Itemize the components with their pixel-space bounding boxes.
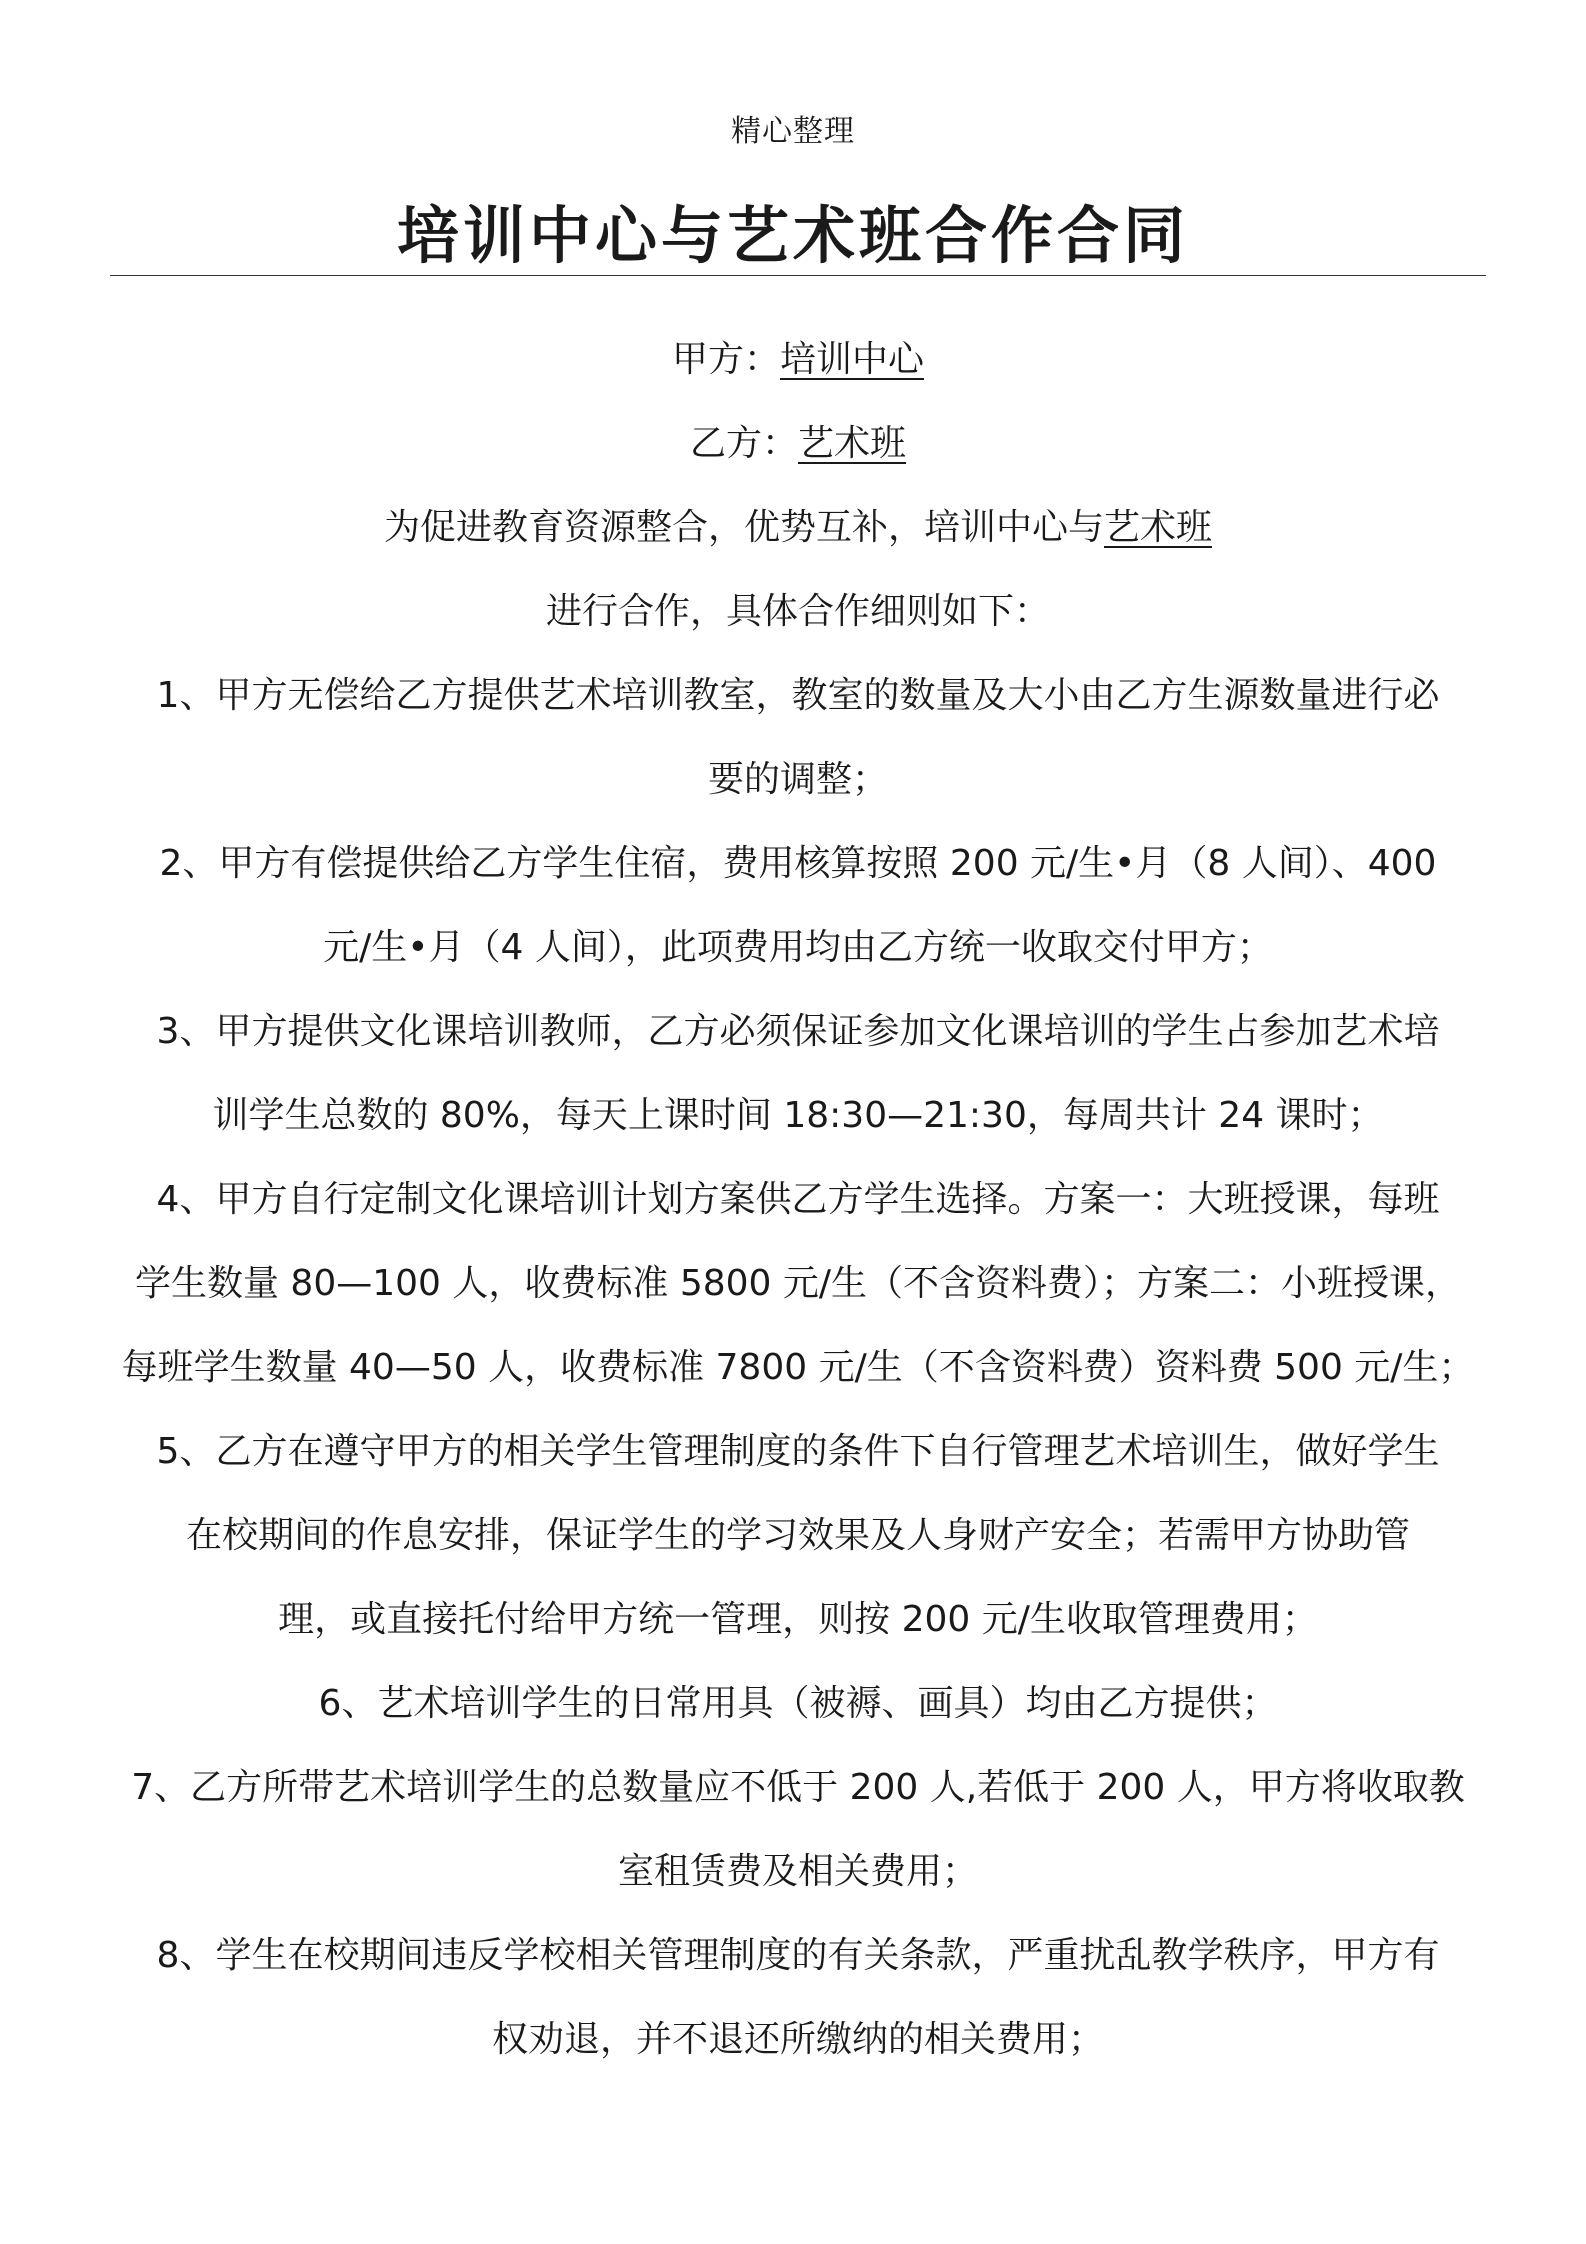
party-b-label: 乙方：: [689, 423, 798, 464]
party-b-line: [110, 402, 1486, 486]
clause-4-line-3: 每班学生数量 40—50 人，收费标准 7800 元/生（不含资料费）资料费 500 元/生；: [121, 1347, 1475, 1388]
clause-6-line-1: 6、艺术培训学生的日常用具（被褥、画具）均由乙方提供；: [318, 1683, 1278, 1724]
header-note: 精心整理: [731, 114, 855, 149]
clause-5-line-1: 5、乙方在遵守甲方的相关学生管理制度的条件下自行管理艺术培训生，做好学生: [156, 1431, 1440, 1472]
clause-4-line-1: 4、甲方自行定制文化课培训计划方案供乙方学生选择。方案一：大班授课，每班: [156, 1179, 1440, 1220]
contract-body: [110, 318, 1486, 2082]
clause-5-line-3: 理，或直接托付给甲方统一管理，则按 200 元/生收取管理费用；: [278, 1599, 1318, 1640]
clause-7-line-2: 室租赁费及相关费用；: [617, 1851, 978, 1892]
clause-3-line-1: 3、甲方提供文化课培训教师，乙方必须保证参加文化课培训的学生占参加艺术培: [156, 1011, 1440, 1052]
party-b-name: 艺术班: [798, 423, 907, 464]
clause-4-line-2: 学生数量 80—100 人，收费标准 5800 元/生（不含资料费）；方案二：小班授课，: [134, 1263, 1462, 1304]
party-a-label: 甲方：: [671, 339, 780, 380]
intro-line-2: 进行合作，具体合作细则如下：: [545, 591, 1050, 632]
clause-2-line-1: 2、甲方有偿提供给乙方学生住宿，费用核算按照 200 元/生•月（8 人间）、400: [159, 843, 1437, 884]
intro-text: 为促进教育资源整合，优势互补，培训中心与: [383, 507, 1104, 548]
title-divider: [110, 275, 1486, 276]
party-a-name: 培训中心: [780, 339, 925, 380]
clause-7-line-1: 7、乙方所带艺术培训学生的总数量应不低于 200 人,若低于 200 人，甲方将收取教: [131, 1767, 1465, 1808]
clause-8-line-1: 8、学生在校期间违反学校相关管理制度的有关条款，严重扰乱教学秩序，甲方有: [156, 1935, 1440, 1976]
clause-2-line-2: 元/生•月（4 人间），此项费用均由乙方统一收取交付甲方；: [323, 927, 1273, 968]
clause-3-line-2: 训学生总数的 80%，每天上课时间 18:30—21:30，每周共计 24 课时；: [212, 1095, 1384, 1136]
party-a-line: [110, 318, 1486, 402]
intro-underlined-party: 艺术班: [1104, 507, 1213, 548]
clause-1-line-2: 要的调整；: [707, 759, 888, 800]
clause-8-line-2: 权劝退，并不退还所缴纳的相关费用；: [491, 2019, 1104, 2060]
intro-line-1: [110, 486, 1486, 570]
document-title: 培训中心与艺术班合作合同: [396, 199, 1189, 272]
clause-5-line-2: 在校期间的作息安排，保证学生的学习效果及人身财产安全；若需甲方协助管: [185, 1515, 1410, 1556]
clause-1-line-1: 1、甲方无偿给乙方提供艺术培训教室，教室的数量及大小由乙方生源数量进行必: [156, 675, 1440, 716]
